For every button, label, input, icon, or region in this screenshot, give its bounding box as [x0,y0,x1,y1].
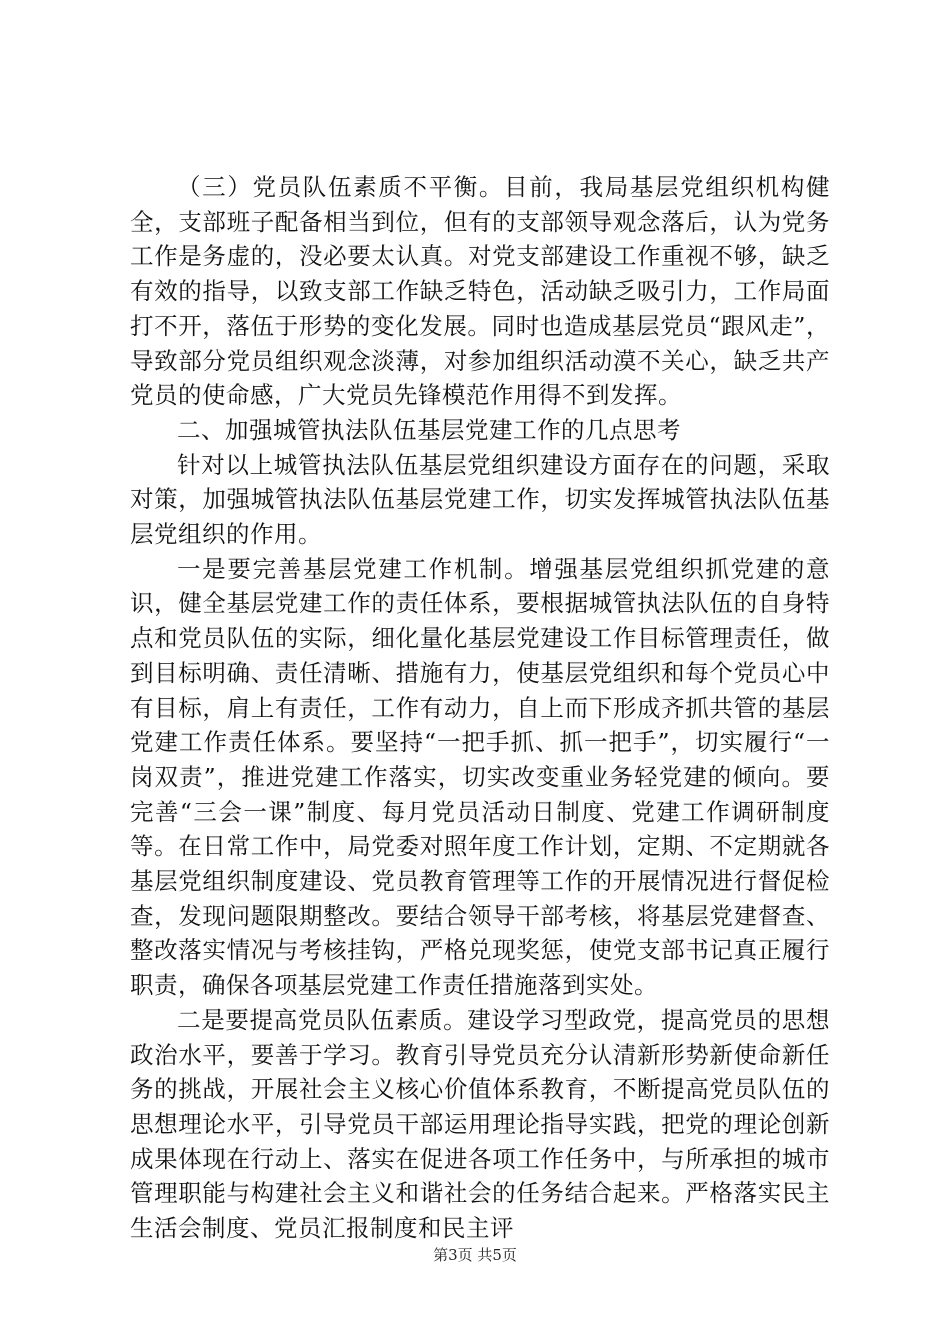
paragraph-improve-quality: 二是要提高党员队伍素质。建设学习型政党，提高党员的思想政治水平，要善于学习。教育引导党员充分认清新形势新使命新任务的挑战，开展社会主义核心价值体系教育，不断提高党员队伍的思想理论水平，引导党员干部运用理论指导实践，把党的理论创新成果体现在行动上、落实在促进各项工作任务中，与所承担的城市管理职能与构建社会主义和谐社会的任务结合起来。严格落实民主生活会制度、党员汇报制度和民主评 [130,1005,830,1243]
paragraph-party-member-quality: （三）党员队伍素质不平衡。目前，我局基层党组织机构健全，支部班子配备相当到位，但有的支部领导观念落后，认为党务工作是务虚的，没必要太认真。对党支部建设工作重视不够，缺乏有效的指导，以致支部工作缺乏特色，活动缺乏吸引力，工作局面打不开，落伍于形势的变化发展。同时也造成基层党员“跟风走”，导致部分党员组织观念淡薄，对参加组织活动漠不关心，缺乏共产党员的使命感，广大党员先锋模范作用得不到发挥。 [130,173,830,410]
paragraph-improve-mechanism: 一是要完善基层党建工作机制。增强基层党组织抓党建的意识，健全基层党建工作的责任体系，要根据城管执法队伍的自身特点和党员队伍的实际，细化量化基层党建设工作目标管理责任，做到目标明确、责任清晰、措施有力，使基层党组织和每个党员心中有目标，肩上有责任，工作有动力，自上而下形成齐抓共管的基层党建工作责任体系。要坚持“一把手抓、抓一把手”，切实履行“一岗双责”，推进党建工作落实，切实改变重业务轻党建的倾向。要完善“三会一课”制度、每月党员活动日制度、党建工作调研制度等。在日常工作中，局党委对照年度工作计划，定期、不定期就各基层党组织制度建设、党员教育管理等工作的开展情况进行督促检查，发现问题限期整改。要结合领导干部考核，将基层党建督查、整改落实情况与考核挂钩，严格兑现奖惩，使党支部书记真正履行职责，确保各项基层党建工作责任措施落到实处。 [130,554,830,1000]
document-body [130,170,830,1246]
section-heading: 二、加强城管执法队伍基层党建工作的几点思考 [177,415,681,444]
page-footer: 第3页 共5页 [433,1246,517,1264]
paragraph-countermeasures-intro: 针对以上城管执法队伍基层党组织建设方面存在的问题，采取对策，加强城管执法队伍基层党建工作，切实发挥城管执法队伍基层党组织的作用。 [130,450,830,549]
